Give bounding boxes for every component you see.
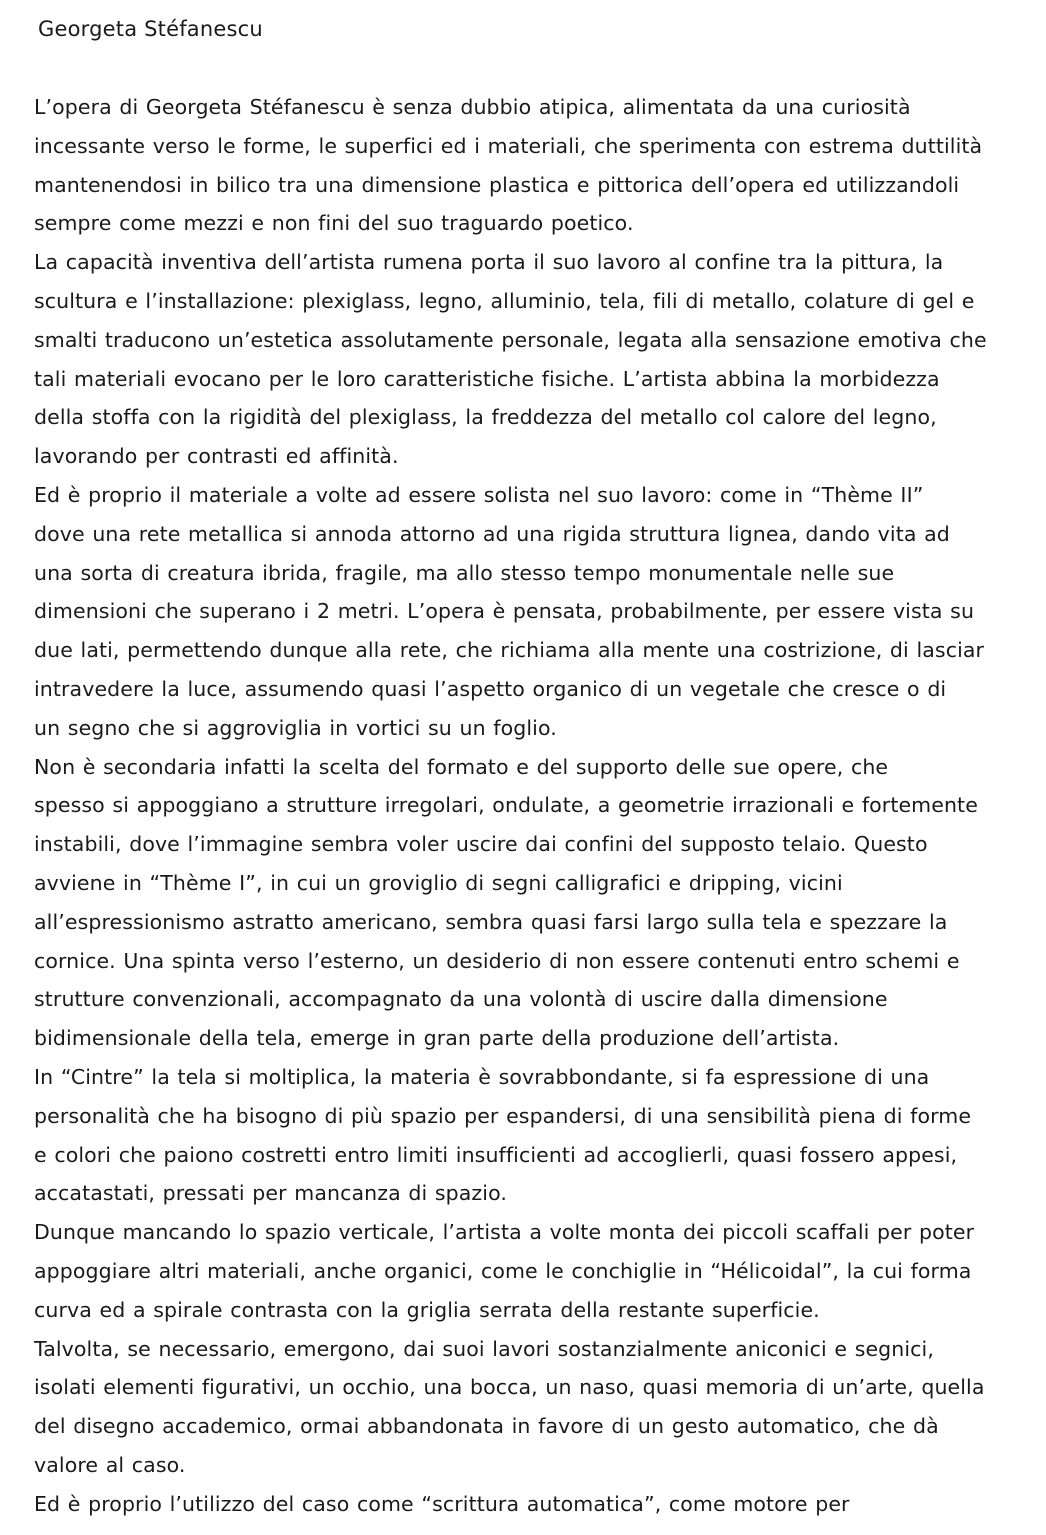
text-line: In “Cintre” la tela si moltiplica, la materia è sovrabbondante, si fa espressione di una xyxy=(34,1064,930,1089)
text-line: L’opera di Georgeta Stéfanescu è senza dubbio atipica, alimentata da una curiosità xyxy=(34,95,911,119)
text-line: Talvolta, se necessario, emergono, dai suoi lavori sostanzialmente aniconici e segnici, xyxy=(34,1336,934,1361)
text-line: bidimensionale della tela, emerge in gran parte della produzione dell’artista. xyxy=(34,1026,840,1051)
text-line: smalti traducono un’estetica assolutamente personale, legata alla sensazione emotiva che xyxy=(34,327,987,352)
text-line: dove una rete metallica si annoda attorno ad una rigida struttura lignea, dando vita ad xyxy=(34,521,950,546)
text-line: scultura e l’installazione: plexiglass, legno, alluminio, tela, fili di metallo, colature di gel e xyxy=(34,288,975,313)
text-line: lavorando per contrasti ed affinità. xyxy=(34,444,399,469)
text-line: mantenendosi in bilico tra una dimensione plastica e pittorica dell’opera ed utilizzandoli xyxy=(34,172,960,197)
text-line: avviene in “Thème I”, in cui un groviglio di segni calligrafici e dripping, vicini xyxy=(34,870,843,895)
text-line: strutture convenzionali, accompagnato da una volontà di uscire dalla dimensione xyxy=(34,987,888,1012)
text-line: valore al caso. xyxy=(34,1452,186,1477)
text-line: un segno che si aggroviglia in vortici su un foglio. xyxy=(34,715,557,740)
text-line: spesso si appoggiano a strutture irregolari, ondulate, a geometrie irrazionali e fortemente xyxy=(34,793,978,818)
document-title: Georgeta Stéfanescu xyxy=(38,17,263,41)
text-line: del disegno accademico, ormai abbandonata in favore di un gesto automatico, che dà xyxy=(34,1414,939,1439)
text-line: all’espressionismo astratto americano, sembra quasi farsi largo sulla tela e spezzare la xyxy=(34,909,948,934)
document-body xyxy=(34,88,1034,1523)
text-line: sempre come mezzi e non fini del suo traguardo poetico. xyxy=(34,211,634,236)
text-line: della stoffa con la rigidità del plexiglass, la freddezza del metallo col calore del legno, xyxy=(34,405,937,430)
text-line: appoggiare altri materiali, anche organici, come le conchiglie in “Hélicoidal”, la cui forma xyxy=(34,1258,972,1283)
text-line: curva ed a spirale contrasta con la griglia serrata della restante superficie. xyxy=(34,1297,820,1322)
text-line: cornice. Una spinta verso l’esterno, un desiderio di non essere contenuti entro schemi e xyxy=(34,948,960,973)
text-line: personalità che ha bisogno di più spazio per espandersi, di una sensibilità piena di forme xyxy=(34,1103,972,1128)
text-line: incessante verso le forme, le superfici ed i materiali, che sperimenta con estrema duttilità xyxy=(34,133,983,158)
text-line: tali materiali evocano per le loro caratteristiche fisiche. L’artista abbina la morbidezza xyxy=(34,366,940,391)
text-line: Non è secondaria infatti la scelta del formato e del supporto delle sue opere, che xyxy=(34,754,889,779)
text-line: La capacità inventiva dell’artista rumena porta il suo lavoro al confine tra la pittura, la xyxy=(34,250,944,275)
text-line: e colori che paiono costretti entro limiti insufficienti ad accoglierli, quasi fossero appesi, xyxy=(34,1142,958,1167)
text-line: Ed è proprio il materiale a volte ad essere solista nel suo lavoro: come in “Thème II” xyxy=(34,482,924,507)
text-line: Dunque mancando lo spazio verticale, l’artista a volte monta dei piccoli scaffali per poter xyxy=(34,1220,975,1245)
text-line: isolati elementi figurativi, un occhio, una bocca, un naso, quasi memoria di un’arte, quella xyxy=(34,1375,985,1400)
text-line: due lati, permettendo dunque alla rete, che richiama alla mente una costrizione, di lasciar xyxy=(34,638,985,663)
text-line: accatastati, pressati per mancanza di spazio. xyxy=(34,1181,507,1206)
text-line: una sorta di creatura ibrida, fragile, ma allo stesso tempo monumentale nelle sue xyxy=(34,560,895,585)
text-line: dimensioni che superano i 2 metri. L’opera è pensata, probabilmente, per essere vista su xyxy=(34,599,975,624)
text-line: intravedere la luce, assumendo quasi l’aspetto organico di un vegetale che cresce o di xyxy=(34,676,947,701)
text-line: Ed è proprio l’utilizzo del caso come “scrittura automatica”, come motore per xyxy=(34,1491,850,1516)
text-line: instabili, dove l’immagine sembra voler uscire dai confini del supposto telaio. Questo xyxy=(34,832,928,857)
